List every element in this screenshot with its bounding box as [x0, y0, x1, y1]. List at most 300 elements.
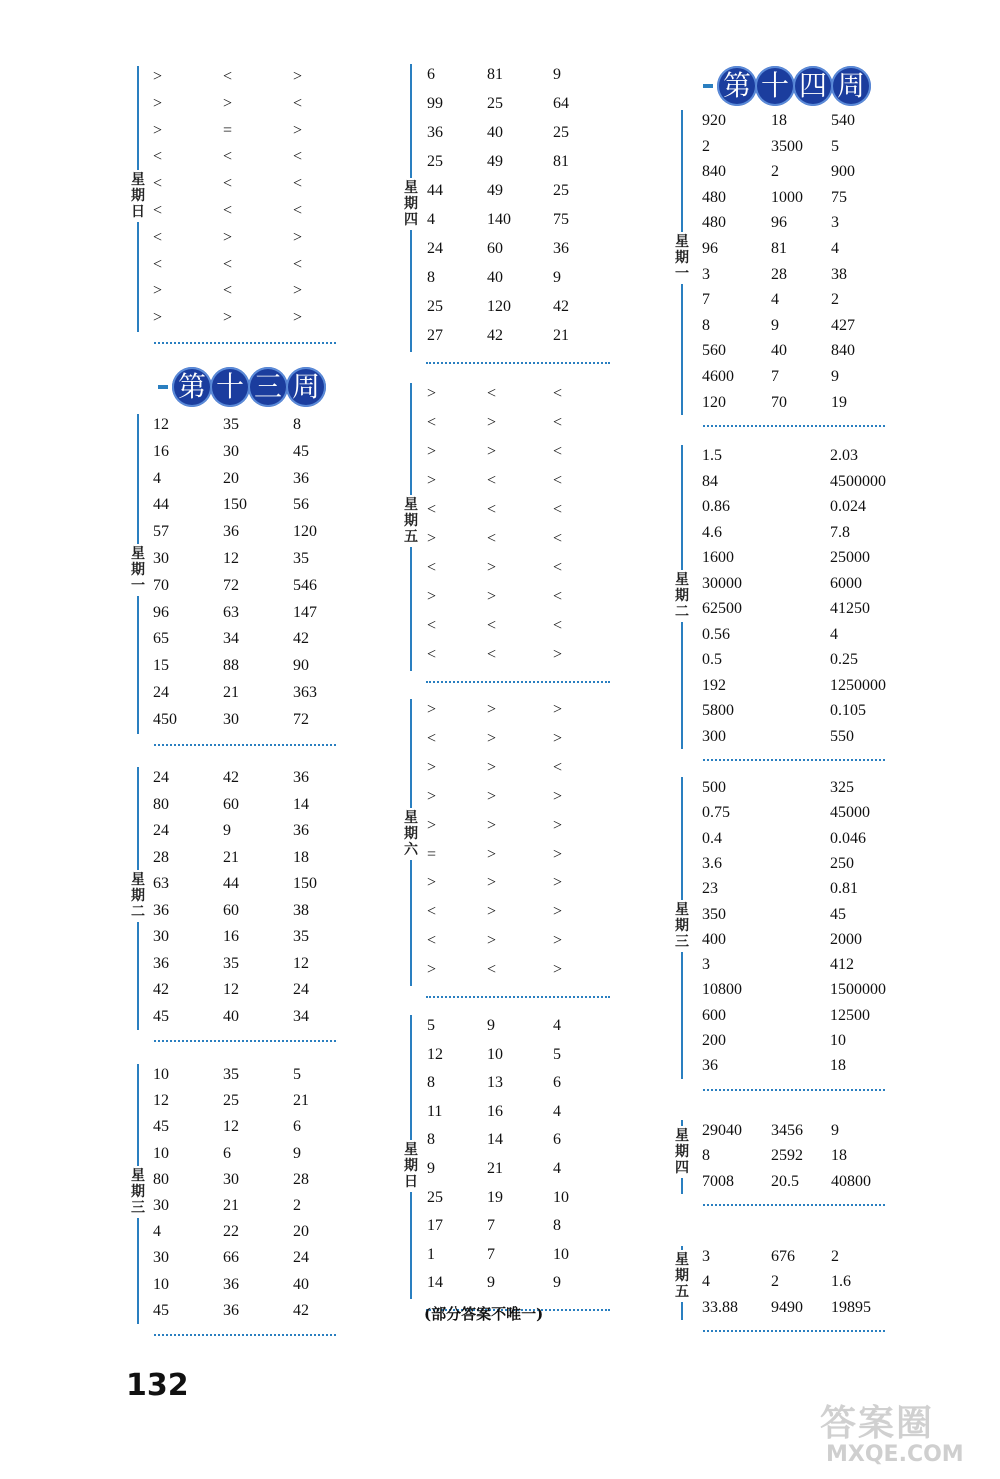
- answer-value: 1600: [702, 549, 734, 566]
- answer-value: 45: [153, 1301, 169, 1319]
- answer-row: [427, 269, 627, 295]
- answer-value: >: [427, 588, 437, 605]
- answer-value: 4: [830, 625, 838, 643]
- answer-value: >: [427, 787, 437, 805]
- week-title-char: 周: [286, 367, 326, 407]
- answer-row: [153, 1118, 353, 1144]
- answer-row: [427, 298, 627, 324]
- answer-row: [702, 291, 902, 317]
- answer-value: 35: [293, 550, 309, 567]
- answer-value: 38: [293, 901, 309, 919]
- answer-value: <: [487, 472, 497, 489]
- answer-row: [153, 256, 353, 282]
- answer-value: 25: [553, 124, 569, 141]
- answer-value: 12: [153, 416, 169, 433]
- answer-value: 2: [831, 291, 839, 309]
- answer-value: 3: [702, 265, 710, 283]
- answer-value: 14: [487, 1131, 503, 1149]
- answer-value: 96: [771, 214, 787, 232]
- answer-value: 6000: [830, 574, 862, 592]
- day-label-char: 一: [131, 578, 145, 594]
- answer-value: 150: [293, 875, 317, 892]
- answer-value: 2: [771, 163, 779, 181]
- answer-value: 14: [293, 795, 309, 813]
- day-label-char: 五: [404, 529, 418, 545]
- answer-value: >: [223, 94, 233, 112]
- answer-value: 200: [702, 1032, 726, 1049]
- answer-row: [427, 66, 627, 92]
- block-separator: [426, 362, 610, 364]
- answer-row: [702, 575, 902, 601]
- block-separator: [703, 1330, 885, 1332]
- answer-value: 72: [223, 576, 239, 594]
- answer-value: 1.5: [702, 447, 722, 464]
- answer-value: 0.105: [830, 702, 866, 719]
- answer-value: >: [487, 758, 497, 776]
- answer-value: 88: [223, 657, 239, 675]
- answer-value: <: [427, 932, 437, 950]
- answer-value: 25: [427, 298, 443, 315]
- answer-row: [427, 1160, 627, 1186]
- answer-row: [427, 759, 627, 785]
- answer-value: >: [293, 309, 303, 327]
- answer-block: [702, 779, 902, 1083]
- day-label-char: 日: [131, 204, 145, 220]
- answer-value: <: [427, 414, 437, 431]
- answer-value: 10: [553, 1245, 569, 1263]
- answer-value: 42: [293, 1301, 309, 1319]
- answer-row: [153, 822, 353, 848]
- answer-value: 75: [553, 211, 569, 228]
- answer-value: 7008: [702, 1172, 734, 1190]
- answer-value: =: [223, 121, 233, 139]
- answer-value: 8: [553, 1217, 561, 1235]
- answer-value: 30: [153, 928, 169, 945]
- answer-row: [427, 1131, 627, 1157]
- answer-value: 560: [702, 342, 726, 360]
- answer-row: [702, 677, 902, 703]
- answer-row: [702, 956, 902, 982]
- page-number: 132: [126, 1368, 189, 1403]
- answer-value: 1250000: [830, 676, 886, 694]
- answer-value: 41250: [830, 600, 870, 617]
- answer-value: 30: [153, 550, 169, 567]
- answer-row: [153, 1008, 353, 1034]
- answer-value: 120: [293, 523, 317, 541]
- answer-row: [153, 95, 353, 121]
- answer-value: <: [553, 414, 563, 431]
- answer-value: 7: [702, 291, 710, 309]
- answer-value: 30000: [702, 574, 742, 592]
- answer-row: [702, 1147, 902, 1173]
- answer-value: <: [153, 255, 163, 273]
- answer-row: [427, 501, 627, 527]
- answer-value: <: [223, 282, 233, 300]
- answer-value: 36: [293, 469, 309, 487]
- answer-row: [427, 846, 627, 872]
- answer-row: [702, 1273, 902, 1299]
- answer-value: <: [553, 588, 563, 605]
- answer-row: [153, 981, 353, 1007]
- block-separator: [154, 342, 336, 344]
- answer-value: <: [153, 148, 163, 166]
- answer-row: [427, 1074, 627, 1100]
- answer-value: <: [153, 228, 163, 246]
- answer-value: >: [153, 68, 163, 85]
- answer-row: [153, 769, 353, 795]
- answer-value: 6: [223, 1144, 231, 1162]
- answer-value: <: [553, 617, 563, 634]
- answer-value: <: [223, 148, 233, 166]
- answer-value: 40: [487, 124, 503, 141]
- answer-row: [702, 498, 902, 524]
- day-label-char: 三: [675, 934, 689, 950]
- answer-value: 4600: [702, 368, 734, 385]
- answer-value: <: [293, 148, 303, 166]
- answer-value: >: [487, 559, 497, 576]
- answer-value: 0.86: [702, 498, 730, 515]
- answer-value: 9: [487, 1017, 495, 1034]
- answer-value: 36: [427, 124, 443, 141]
- answer-value: 4: [553, 1102, 561, 1120]
- answer-value: 10800: [702, 981, 742, 999]
- week-title-char: 第: [717, 66, 757, 106]
- answer-value: 81: [771, 240, 787, 257]
- answer-value: 49: [487, 182, 503, 199]
- day-label-char: 星: [131, 546, 145, 562]
- answer-value: 24: [153, 684, 169, 701]
- answer-block: [427, 385, 627, 675]
- answer-value: <: [427, 617, 437, 634]
- answer-value: 10: [153, 1275, 169, 1293]
- day-label-char: 二: [131, 904, 145, 920]
- day-label: [130, 1166, 146, 1218]
- day-label-char: 期: [675, 250, 689, 266]
- answer-value: <: [553, 758, 563, 776]
- day-label: [674, 232, 690, 284]
- answer-value: 44: [223, 875, 239, 892]
- answer-value: 4: [153, 1223, 161, 1241]
- answer-value: 8: [427, 269, 435, 286]
- answer-row: [153, 1197, 353, 1223]
- answer-value: 20.5: [771, 1172, 799, 1190]
- answer-value: >: [223, 228, 233, 246]
- answer-value: >: [153, 309, 163, 327]
- answer-value: 24: [293, 981, 309, 998]
- answer-value: 30: [223, 710, 239, 728]
- week-title-char: 十: [755, 66, 795, 106]
- answer-row: [702, 880, 902, 906]
- answer-row: [153, 523, 353, 549]
- answer-value: 192: [702, 676, 726, 694]
- block-separator: [154, 1040, 336, 1042]
- answer-value: <: [487, 385, 497, 402]
- answer-value: 920: [702, 112, 726, 129]
- day-label-char: 星: [404, 497, 418, 513]
- answer-value: <: [293, 255, 303, 273]
- day-label: [674, 570, 690, 622]
- answer-value: 17: [427, 1217, 443, 1235]
- answer-row: [153, 1092, 353, 1118]
- answer-value: 40: [293, 1275, 309, 1293]
- answer-row: [702, 214, 902, 240]
- answer-value: 40800: [831, 1172, 871, 1190]
- day-label: [674, 900, 690, 952]
- answer-row: [702, 931, 902, 957]
- answer-row: [153, 282, 353, 308]
- answer-row: [427, 327, 627, 353]
- answer-value: 5: [427, 1017, 435, 1034]
- answer-value: 15: [153, 657, 169, 675]
- day-label-char: 星: [675, 902, 689, 918]
- answer-value: 80: [153, 1170, 169, 1188]
- answer-value: 70: [153, 576, 169, 594]
- answer-value: 96: [153, 603, 169, 621]
- day-label: [674, 1250, 690, 1302]
- answer-row: [153, 711, 353, 737]
- answer-value: 27: [427, 327, 443, 344]
- answer-value: >: [293, 121, 303, 139]
- answer-row: [153, 955, 353, 981]
- answer-value: 30: [223, 1170, 239, 1188]
- answer-value: <: [487, 617, 497, 634]
- answer-row: [427, 530, 627, 556]
- answer-row: [153, 470, 353, 496]
- answer-value: >: [427, 701, 437, 718]
- answer-value: 3.6: [702, 854, 722, 872]
- answer-value: 12: [153, 1092, 169, 1110]
- answer-value: 21: [553, 327, 569, 344]
- answer-value: 60: [223, 795, 239, 813]
- answer-value: 10: [153, 1144, 169, 1162]
- answer-value: 35: [293, 928, 309, 945]
- day-label: [130, 870, 146, 922]
- answer-value: >: [427, 758, 437, 776]
- answer-row: [427, 903, 627, 929]
- answer-value: 33.88: [702, 1298, 738, 1316]
- answer-value: <: [553, 530, 563, 547]
- block-separator: [703, 759, 885, 761]
- answer-value: 66: [223, 1249, 239, 1267]
- day-label-char: 四: [675, 1160, 689, 1176]
- day-label-char: 期: [675, 588, 689, 604]
- answer-value: 36: [153, 954, 169, 972]
- answer-value: 18: [830, 1057, 846, 1075]
- answer-value: 9: [831, 368, 839, 385]
- answer-value: 24: [427, 240, 443, 257]
- answer-value: >: [487, 932, 497, 950]
- answer-value: 42: [293, 630, 309, 648]
- answer-row: [427, 961, 627, 987]
- week-title-bar: [158, 385, 168, 389]
- block-separator: [426, 996, 610, 998]
- answer-value: 500: [702, 779, 726, 796]
- answer-row: [427, 1046, 627, 1072]
- answer-value: >: [487, 443, 497, 460]
- answer-value: >: [487, 588, 497, 605]
- answer-value: >: [427, 443, 437, 460]
- answer-row: [702, 1057, 902, 1083]
- day-label: [674, 1126, 690, 1178]
- answer-value: 60: [487, 240, 503, 257]
- answer-value: 23: [702, 880, 718, 898]
- answer-value: 3: [702, 956, 710, 974]
- day-label-char: 三: [131, 1200, 145, 1216]
- answer-value: 28: [153, 848, 169, 866]
- answer-value: 250: [830, 854, 854, 872]
- answer-row: [153, 550, 353, 576]
- answer-row: [153, 657, 353, 683]
- answer-value: >: [427, 530, 437, 547]
- answer-block: [153, 769, 353, 1034]
- answer-row: [702, 163, 902, 189]
- answer-row: [153, 443, 353, 469]
- day-label: [403, 808, 419, 860]
- answer-row: [702, 651, 902, 677]
- answer-value: <: [427, 501, 437, 518]
- answer-value: 40: [223, 1007, 239, 1025]
- answer-value: 40: [771, 342, 787, 360]
- answer-row: [153, 229, 353, 255]
- answer-block: [427, 66, 627, 356]
- answer-value: 42: [487, 327, 503, 344]
- answer-value: 480: [702, 188, 726, 206]
- answer-row: [153, 1249, 353, 1275]
- answer-value: >: [427, 816, 437, 834]
- answer-value: 900: [831, 163, 855, 181]
- answer-value: >: [553, 961, 563, 979]
- answer-value: 36: [293, 822, 309, 839]
- answer-value: 18: [771, 112, 787, 129]
- answer-value: >: [553, 729, 563, 747]
- answer-value: 19: [831, 393, 847, 411]
- answer-row: [427, 817, 627, 843]
- answer-value: 1500000: [830, 981, 886, 999]
- day-label-char: 期: [404, 826, 418, 842]
- answer-value: 90: [293, 657, 309, 675]
- day-label-char: 星: [404, 1142, 418, 1158]
- answer-value: 7: [487, 1217, 495, 1235]
- answer-value: <: [487, 530, 497, 547]
- answer-value: 49: [487, 153, 503, 170]
- answer-value: >: [487, 729, 497, 747]
- answer-value: 18: [293, 848, 309, 866]
- answer-row: [427, 240, 627, 266]
- day-label-char: 星: [675, 572, 689, 588]
- answer-value: 21: [223, 684, 239, 701]
- answer-value: 2592: [771, 1147, 803, 1165]
- answer-row: [427, 95, 627, 121]
- answer-row: [427, 1017, 627, 1043]
- answer-row: [153, 175, 353, 201]
- answer-value: 4: [153, 469, 161, 487]
- block-separator: [703, 1089, 885, 1091]
- answer-value: 0.75: [702, 804, 730, 822]
- answer-row: [427, 153, 627, 179]
- answer-value: 34: [293, 1007, 309, 1025]
- answer-row: [153, 202, 353, 228]
- day-label-char: 星: [131, 872, 145, 888]
- answer-value: 540: [831, 112, 855, 129]
- answer-row: [427, 414, 627, 440]
- day-label-char: 星: [131, 1168, 145, 1184]
- answer-value: 80: [153, 795, 169, 813]
- answer-value: 0.56: [702, 625, 730, 643]
- answer-value: 56: [293, 496, 309, 514]
- answer-value: 120: [702, 393, 726, 411]
- answer-row: [153, 796, 353, 822]
- answer-value: 450: [153, 710, 177, 728]
- answer-value: 12: [293, 954, 309, 972]
- answer-row: [427, 124, 627, 150]
- answer-value: 16: [153, 442, 169, 460]
- answer-value: 22: [223, 1223, 239, 1241]
- answer-value: >: [487, 903, 497, 921]
- day-label-char: 期: [131, 562, 145, 578]
- answer-row: [702, 702, 902, 728]
- answer-value: 18: [831, 1147, 847, 1165]
- answer-value: 81: [553, 153, 569, 170]
- answer-value: 44: [153, 496, 169, 514]
- day-label-char: 期: [675, 918, 689, 934]
- answer-row: [427, 211, 627, 237]
- answer-value: >: [427, 472, 437, 489]
- answer-value: 0.5: [702, 651, 722, 668]
- answer-value: 4: [427, 211, 435, 228]
- day-label-char: 期: [675, 1144, 689, 1160]
- answer-row: [153, 1223, 353, 1249]
- note-answers-not-unique: (部分答案不唯一): [424, 1305, 544, 1323]
- answer-value: 12: [223, 981, 239, 998]
- week-title-bar: [703, 84, 713, 88]
- answer-value: 24: [153, 822, 169, 839]
- answer-value: 75: [831, 188, 847, 206]
- answer-value: >: [487, 874, 497, 892]
- answer-value: <: [487, 961, 497, 979]
- answer-row: [702, 830, 902, 856]
- answer-value: 81: [487, 66, 503, 83]
- week-title-char: 四: [793, 66, 833, 106]
- answer-block: [153, 68, 353, 336]
- block-separator: [426, 681, 610, 683]
- answer-row: [153, 122, 353, 148]
- answer-row: [153, 309, 353, 335]
- answer-value: 7: [771, 368, 779, 385]
- answer-value: 1.6: [831, 1273, 851, 1291]
- answer-value: 400: [702, 930, 726, 948]
- answer-value: >: [487, 414, 497, 431]
- answer-row: [427, 472, 627, 498]
- answer-value: 36: [293, 769, 309, 786]
- answer-value: 21: [293, 1092, 309, 1110]
- day-label-char: 星: [404, 180, 418, 196]
- answer-block: [702, 1122, 902, 1198]
- answer-row: [427, 1274, 627, 1300]
- answer-value: 2: [831, 1248, 839, 1265]
- day-label: [403, 495, 419, 547]
- answer-value: 350: [702, 905, 726, 923]
- watermark-logo: 答案圈: [820, 1403, 935, 1444]
- answer-row: [702, 981, 902, 1007]
- answer-value: <: [223, 175, 233, 193]
- answer-row: [427, 1246, 627, 1272]
- answer-value: 25: [427, 153, 443, 170]
- answer-value: 84: [702, 472, 718, 490]
- answer-value: 2: [771, 1273, 779, 1291]
- week-title-char: 三: [248, 367, 288, 407]
- answer-value: 25: [223, 1092, 239, 1110]
- answer-value: 8: [293, 416, 301, 433]
